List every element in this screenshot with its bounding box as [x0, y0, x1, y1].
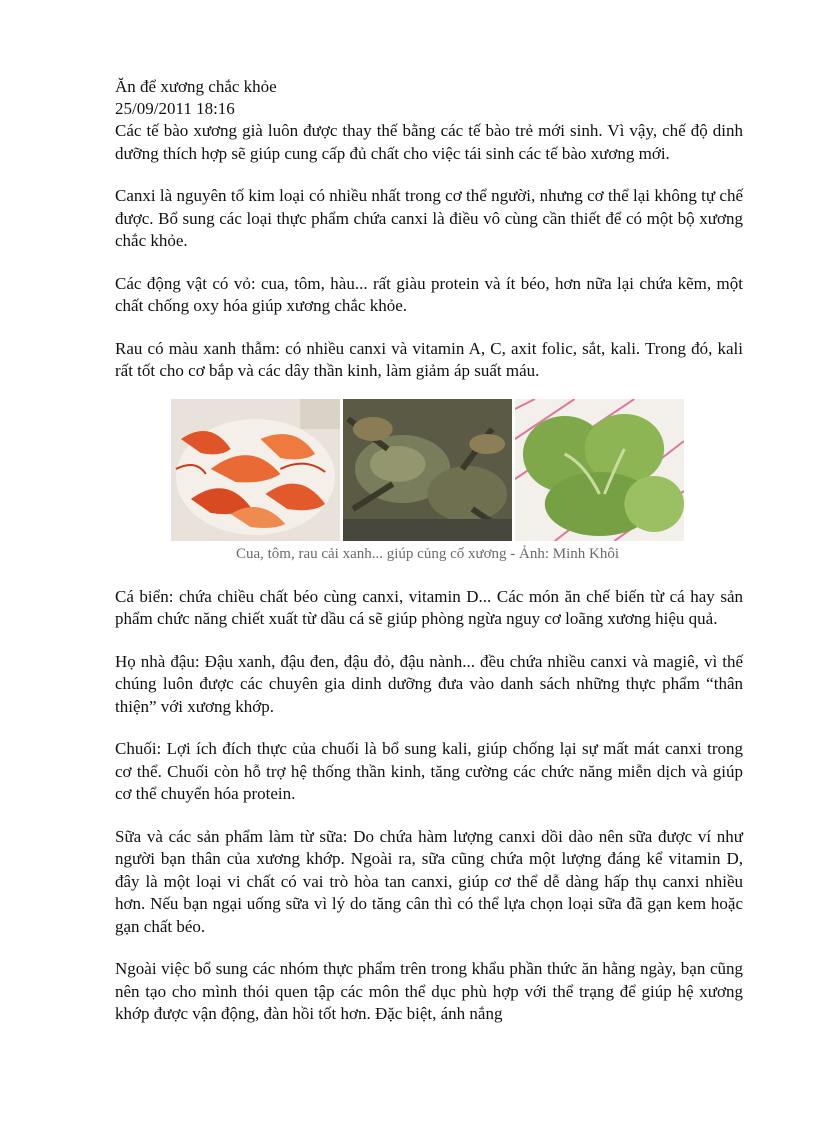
photo-strip: [171, 399, 684, 541]
paragraph-calcium: Canxi là nguyên tố kim loại có nhiều nhất trong cơ thể người, nhưng cơ thể lại không tự chế được. Bổ sung các loại thực phẩm chứa canxi là điều vô cùng cần thiết để có một bộ xương chắc khỏe.: [115, 186, 743, 250]
shrimp-photo: [171, 399, 340, 541]
paragraph-beans: Họ nhà đậu: Đậu xanh, đậu đen, đậu đỏ, đậu nành... đều chứa nhiều canxi và magiê, vì thế chúng luôn được các chuyên gia dinh dưỡng đưa vào danh sách những thực phẩm “thân thiện” với xương khớp.: [115, 651, 743, 716]
article-date: 25/09/2011 18:16: [115, 99, 235, 118]
paragraph-exercise: Ngoài việc bổ sung các nhóm thực phẩm trên trong khẩu phần thức ăn hằng ngày, bạn cũng nên tạo cho mình thói quen tập các môn thể dục phù hợp với thể trạng để giúp hệ xương khớp được vận động, đàn hồi tốt hơn. Đặc biệt, ánh nắng: [115, 959, 743, 1023]
paragraph-milk: Sữa và các sản phẩm làm từ sữa: Do chứa hàm lượng canxi dồi dào nên sữa được ví như người bạn thân của xương khớp. Ngoài ra, sữa cũng chứa một lượng đáng kể vitamin D, đây là một loại vi chất có vai trò hòa tan canxi, giúp cơ thể dễ dàng hấp thụ canxi nhiều hơn. Nếu bạn ngại uống sữa vì lý do tăng cân thì có thể lựa chọn loại sữa đã gạn kem hoặc gạn chất béo.: [115, 826, 743, 936]
paragraph-intro: Các tế bào xương già luôn được thay thế bằng các tế bào trẻ mới sinh. Vì vậy, chế độ dinh dưỡng thích hợp sẽ giúp cung cấp đủ chất cho việc tái sinh các tế bào xương mới.: [115, 121, 743, 163]
document-page: [115, 76, 743, 1046]
paragraph-sea-fish: Cá biển: chứa chiều chất béo cùng canxi, vitamin D... Các món ăn chế biến từ cá hay sản phẩm chức năng chiết xuất từ dầu cá sẽ giúp phòng ngừa nguy cơ loãng xương hiệu quả.: [115, 586, 743, 628]
article-title: Ăn để xương chắc khỏe: [115, 77, 277, 96]
paragraph-shellfish: Các động vật có vỏ: cua, tôm, hàu... rất giàu protein và ít béo, hơn nữa lại chứa kẽm, một chất chống oxy hóa giúp xương chắc khỏe.: [115, 273, 743, 315]
paragraph-green-vegetables: Rau có màu xanh thẫm: có nhiều canxi và vitamin A, C, axit folic, sắt, kali. Trong đó, kali rất tốt cho cơ bắp và các dây thần kinh, làm giảm áp suất máu.: [115, 338, 743, 380]
crab-photo: [343, 399, 512, 541]
food-photo-figure: [115, 399, 743, 564]
figure-caption: Cua, tôm, rau cải xanh... giúp củng cố xương - Ảnh: Minh Khôi: [235, 545, 620, 562]
green-vegetable-photo: [515, 399, 684, 541]
paragraph-banana: Chuối: Lợi ích đích thực của chuối là bổ sung kali, giúp chống lại sự mất mát canxi trong cơ thể. Chuối còn hỗ trợ hệ thống thần kinh, tăng cường các chức năng miễn dịch và giúp cơ thể chuyển hóa protein.: [115, 739, 743, 803]
